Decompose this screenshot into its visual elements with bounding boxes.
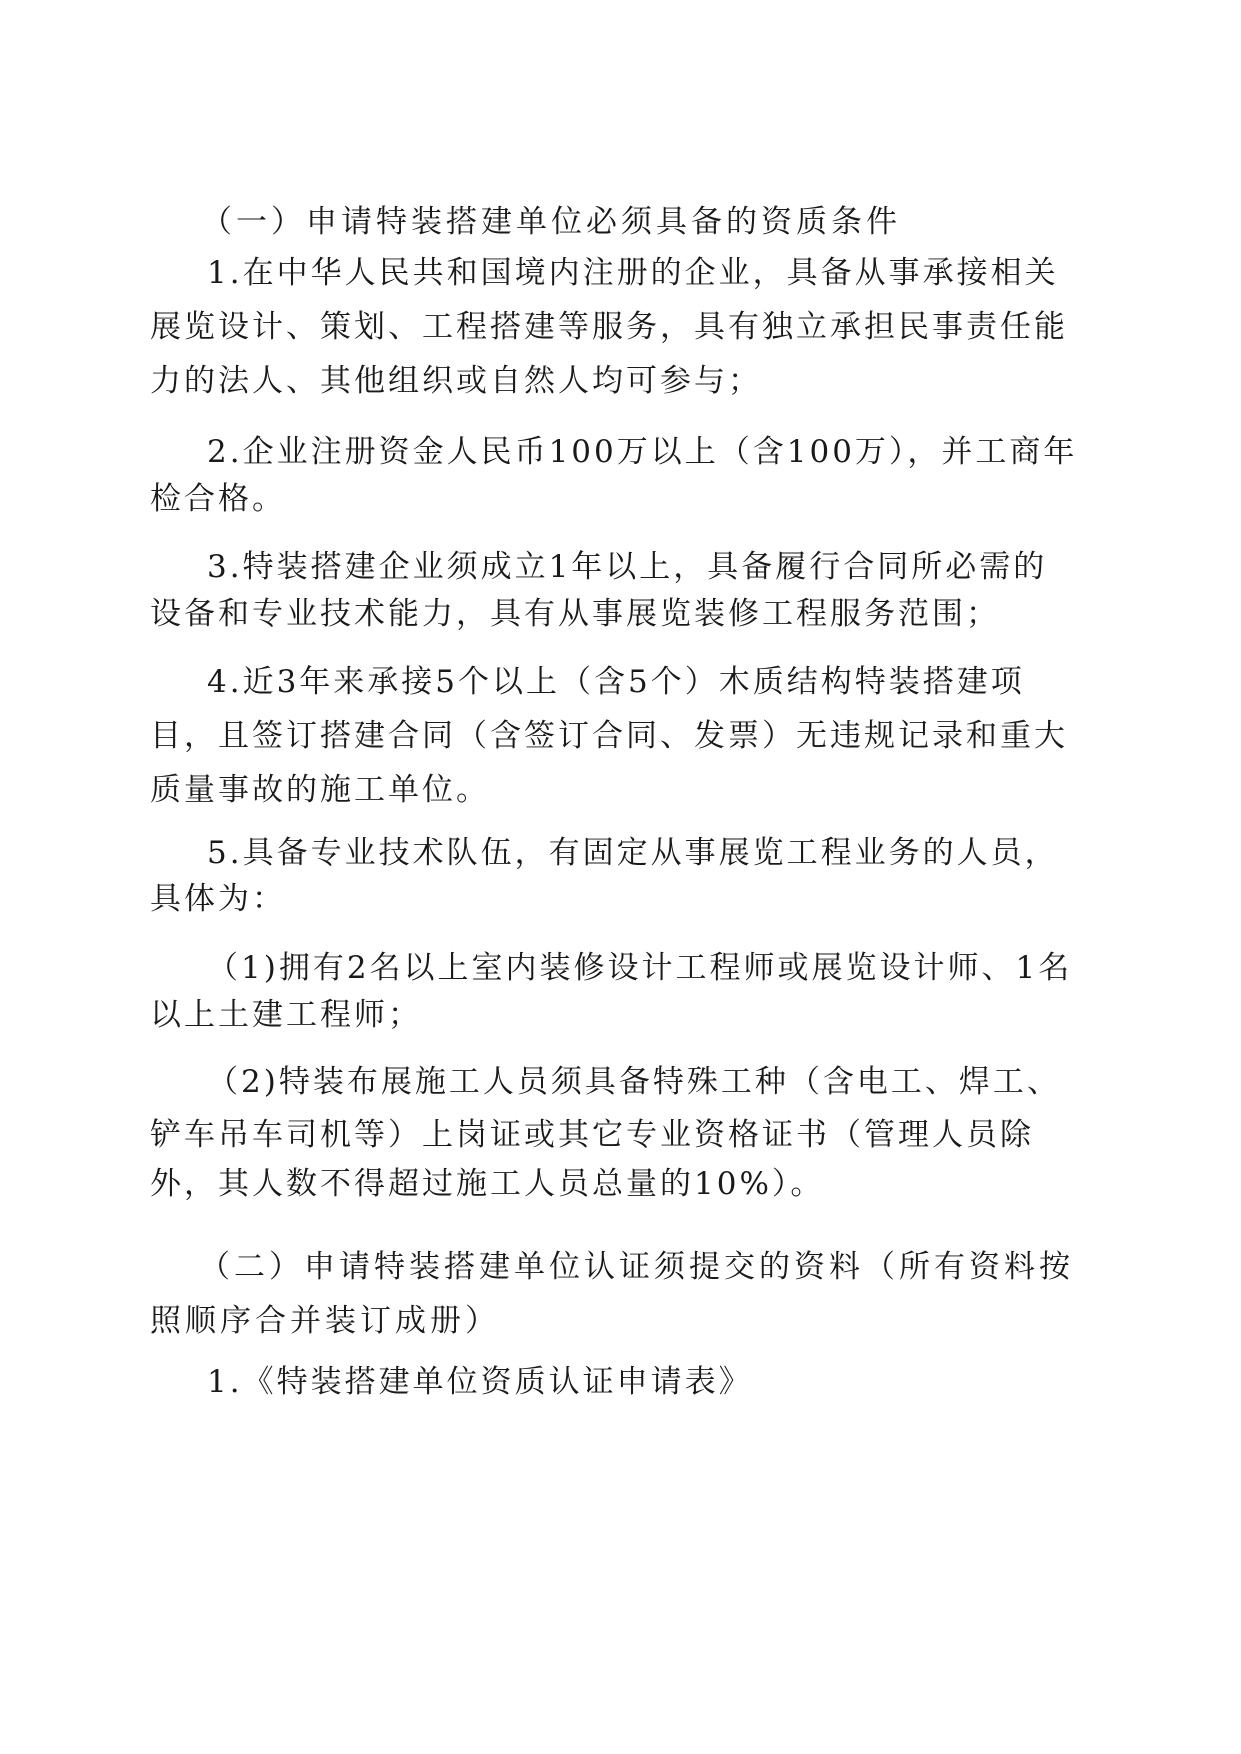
- section-2-item-1: 1.《特装搭建单位资质认证申请表》: [207, 1364, 753, 1400]
- item-3-line-1: 3.特装搭建企业须成立1年以上，具备履行合同所必需的: [207, 549, 1048, 585]
- item-4-line-1: 4.近3年来承接5个以上（含5个）木质结构特装搭建项: [207, 664, 1025, 700]
- section-1-heading: （一）申请特装搭建单位必须具备的资质条件: [201, 204, 901, 240]
- sub-item-1-line-2: 以上土建工程师；: [150, 997, 422, 1033]
- sub-item-1-line-1: （1)拥有2名以上室内装修设计工程师或展览设计师、1名: [207, 950, 1073, 986]
- item-5-line-2: 具体为：: [150, 881, 286, 917]
- sub-item-2-line-3: 外，其人数不得超过施工人员总量的10%）。: [150, 1166, 825, 1202]
- item-1-line-2: 展览设计、策划、工程搭建等服务，具有独立承担民事责任能: [150, 309, 1068, 345]
- item-2-line-1: 2.企业注册资金人民币100万以上（含100万），并工商年: [207, 434, 1078, 470]
- item-4-line-3: 质量事故的施工单位。: [150, 772, 490, 808]
- section-2-heading-line-2: 照顺序合并装订成册）: [150, 1303, 500, 1339]
- item-1-line-1: 1.在中华人民共和国境内注册的企业，具备从事承接相关: [207, 255, 1059, 291]
- section-2-heading-line-1: （二）申请特装搭建单位认证须提交的资料（所有资料按: [199, 1249, 1074, 1285]
- item-3-line-2: 设备和专业技术能力，具有从事展览装修工程服务范围；: [150, 596, 1000, 632]
- item-1-line-3: 力的法人、其他组织或自然人均可参与；: [150, 363, 762, 399]
- item-2-line-2: 检合格。: [150, 481, 286, 517]
- sub-item-2-line-1: （2)特装布展施工人员须具备特殊工种（含电工、焊工、: [207, 1064, 1061, 1100]
- item-5-line-1: 5.具备专业技术队伍，有固定从事展览工程业务的人员，: [207, 835, 1059, 871]
- item-4-line-2: 目，且签订搭建合同（含签订合同、发票）无违规记录和重大: [150, 718, 1068, 754]
- sub-item-2-line-2: 铲车吊车司机等）上岗证或其它专业资格证书（管理人员除: [150, 1117, 1034, 1153]
